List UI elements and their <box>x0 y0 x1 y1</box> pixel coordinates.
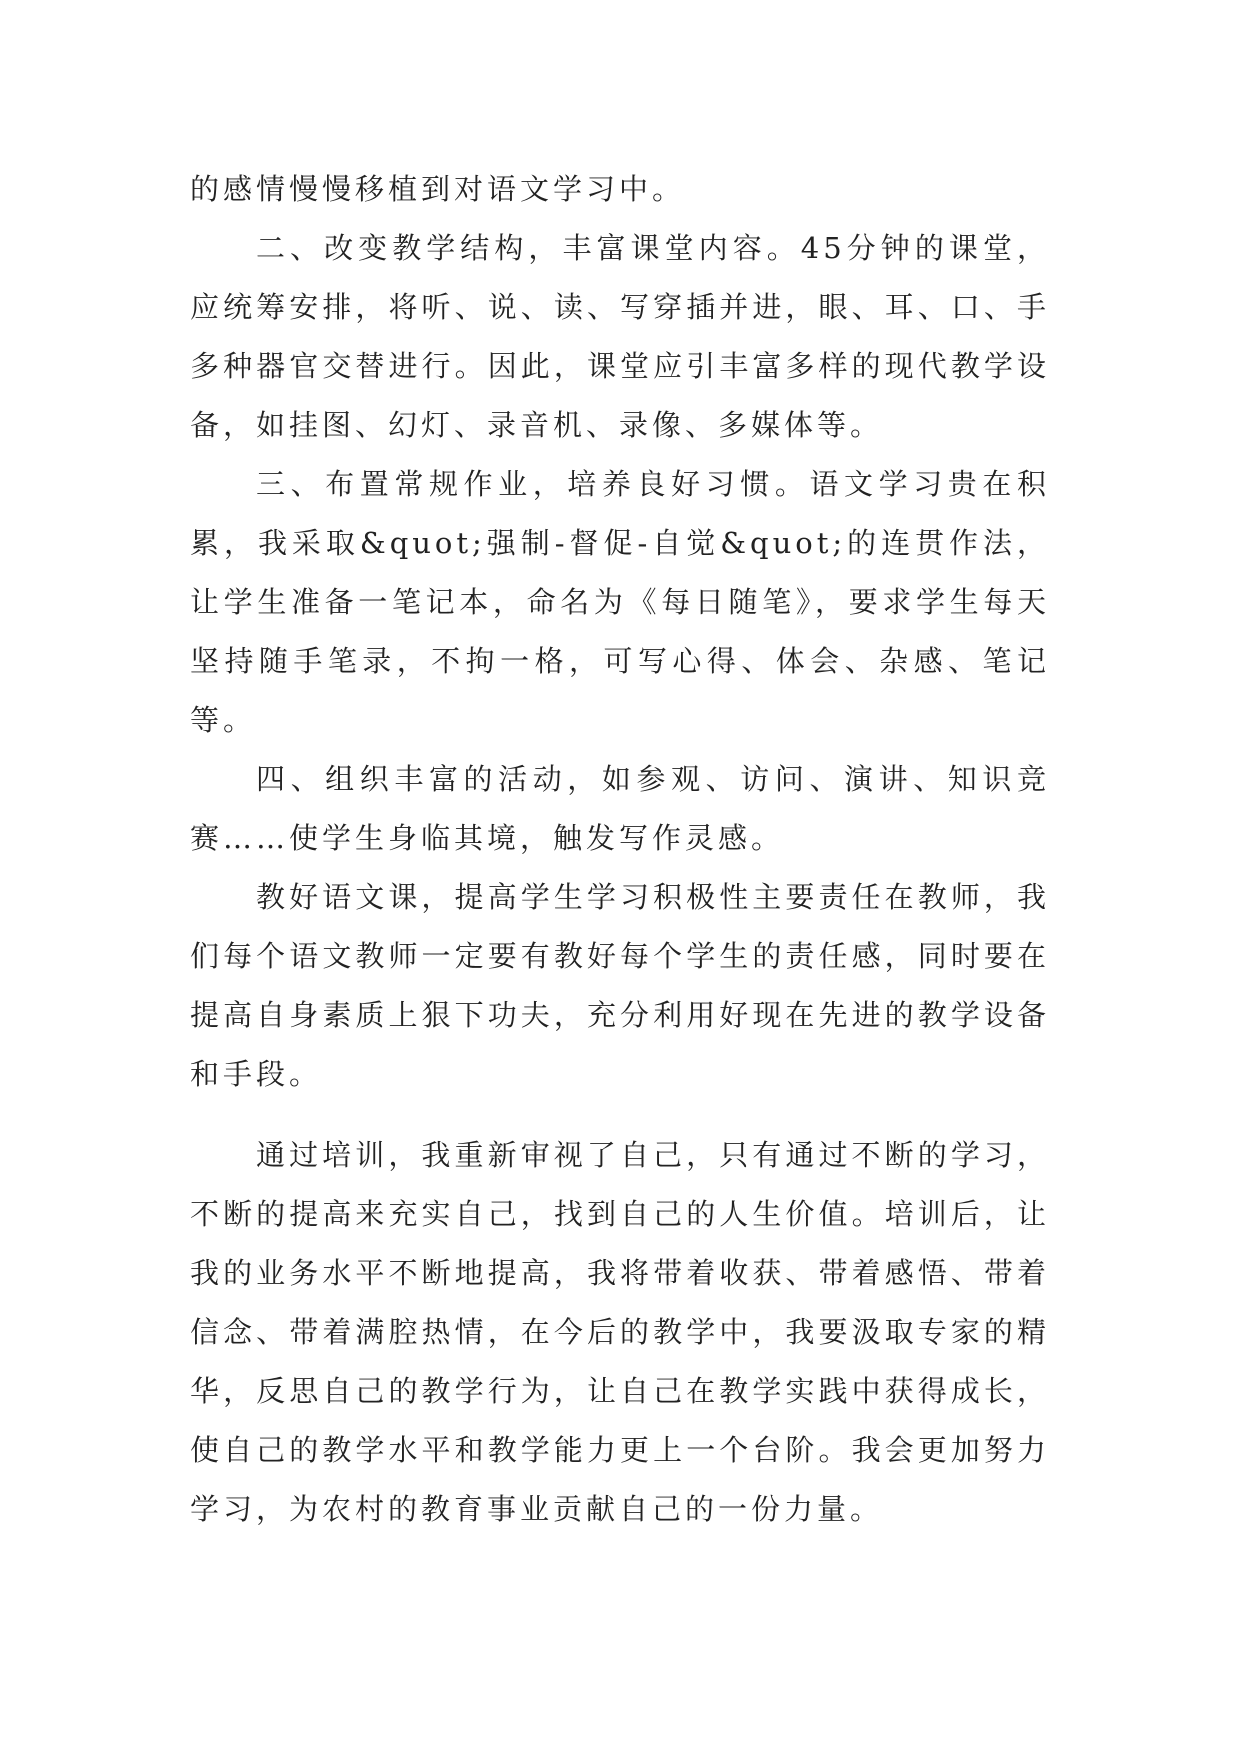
document-body <box>190 160 1050 1539</box>
paragraph-4: 四、组织丰富的活动，如参观、访问、演讲、知识竞赛……使学生身临其境，触发写作灵感。 <box>190 762 1050 855</box>
paragraph-1: 的感情慢慢移植到对语文学习中。 <box>190 172 686 206</box>
paragraph-3: 三、布置常规作业，培养良好习惯。语文学习贵在积累，我采取&quot;强制-督促-自觉&quot;的连贯作法，让学生准备一笔记本，命名为《每日随笔》，要求学生每天坚持随手笔录，不拘一格，可写心得、体会、杂感、笔记等。 <box>190 467 1050 737</box>
paragraph-6: 通过培训，我重新审视了自己，只有通过不断的学习，不断的提高来充实自己，找到自己的人生价值。培训后，让我的业务水平不断地提高，我将带着收获、带着感悟、带着信念、带着满腔热情，在今后的教学中，我要汲取专家的精华，反思自己的教学行为，让自己在教学实践中获得成长，使自己的教学水平和教学能力更上一个台阶。我会更加努力学习，为农村的教育事业贡献自己的一份力量。 <box>190 1138 1050 1526</box>
paragraph-2: 二、改变教学结构，丰富课堂内容。45分钟的课堂，应统筹安排，将听、说、读、写穿插并进，眼、耳、口、手多种器官交替进行。因此，课堂应引丰富多样的现代教学设备，如挂图、幻灯、录音机、录像、多媒体等。 <box>190 231 1050 442</box>
paragraph-5: 教好语文课，提高学生学习积极性主要责任在教师，我们每个语文教师一定要有教好每个学生的责任感，同时要在提高自身素质上狠下功夫，充分利用好现在先进的教学设备和手段。 <box>190 880 1050 1091</box>
